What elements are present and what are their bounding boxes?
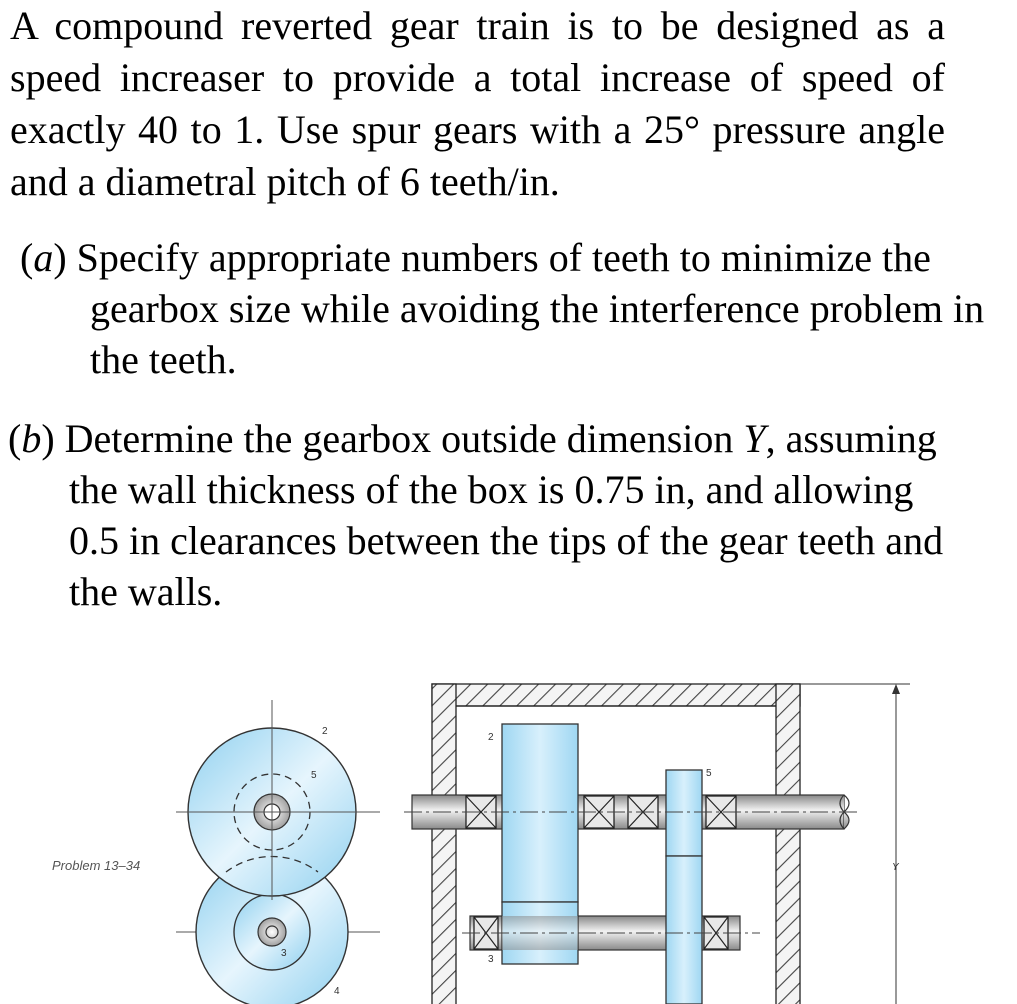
housing-right-wall <box>776 684 800 1004</box>
dimension-arrow-top <box>892 684 900 694</box>
part-b-text-after: , assuming the wall thickness of the box is 0.75 in, and allowing 0.5 in clearances between the tips of the gear teeth and the walls. <box>69 416 944 614</box>
part-a-text: Specify appropriate numbers of teeth to minimize the gearbox size while avoiding the interference problem in the teeth. <box>66 235 985 382</box>
gear-5-section <box>666 770 702 856</box>
section-view <box>404 684 910 1004</box>
housing-top-wall <box>432 684 800 706</box>
end-view-label-3: 3 <box>281 948 287 959</box>
part-b-variable: Y <box>743 416 766 461</box>
part-b <box>8 413 969 617</box>
part-b-text-before: Determine the gearbox outside dimension <box>54 416 744 461</box>
figure-caption: Problem 13–34 <box>52 858 141 873</box>
housing-left-wall <box>432 684 456 1004</box>
gear-4-section <box>666 856 702 1004</box>
end-view-label-2: 2 <box>322 726 328 737</box>
section-label-3: 3 <box>488 954 494 965</box>
section-label-2: 2 <box>488 732 494 743</box>
gear-train-figure <box>0 650 1017 1004</box>
end-view-label-4: 4 <box>334 986 340 997</box>
problem-statement: A compound reverted gear train is to be designed as a speed increaser to provide a total increase of speed of exactly 40 to 1. Use spur gears with a 25° pressure angle and a diametral pitch of 6 teeth/in. <box>10 3 945 204</box>
end-view-label-5: 5 <box>311 770 317 781</box>
part-b-label: (b) <box>8 416 55 461</box>
part-a <box>20 232 990 385</box>
end-view <box>176 700 380 1004</box>
part-a-label: (a) <box>20 235 67 280</box>
section-label-5: 5 <box>706 768 712 779</box>
dimension-label-y: Y <box>892 862 899 873</box>
gear-2-section <box>502 724 578 902</box>
